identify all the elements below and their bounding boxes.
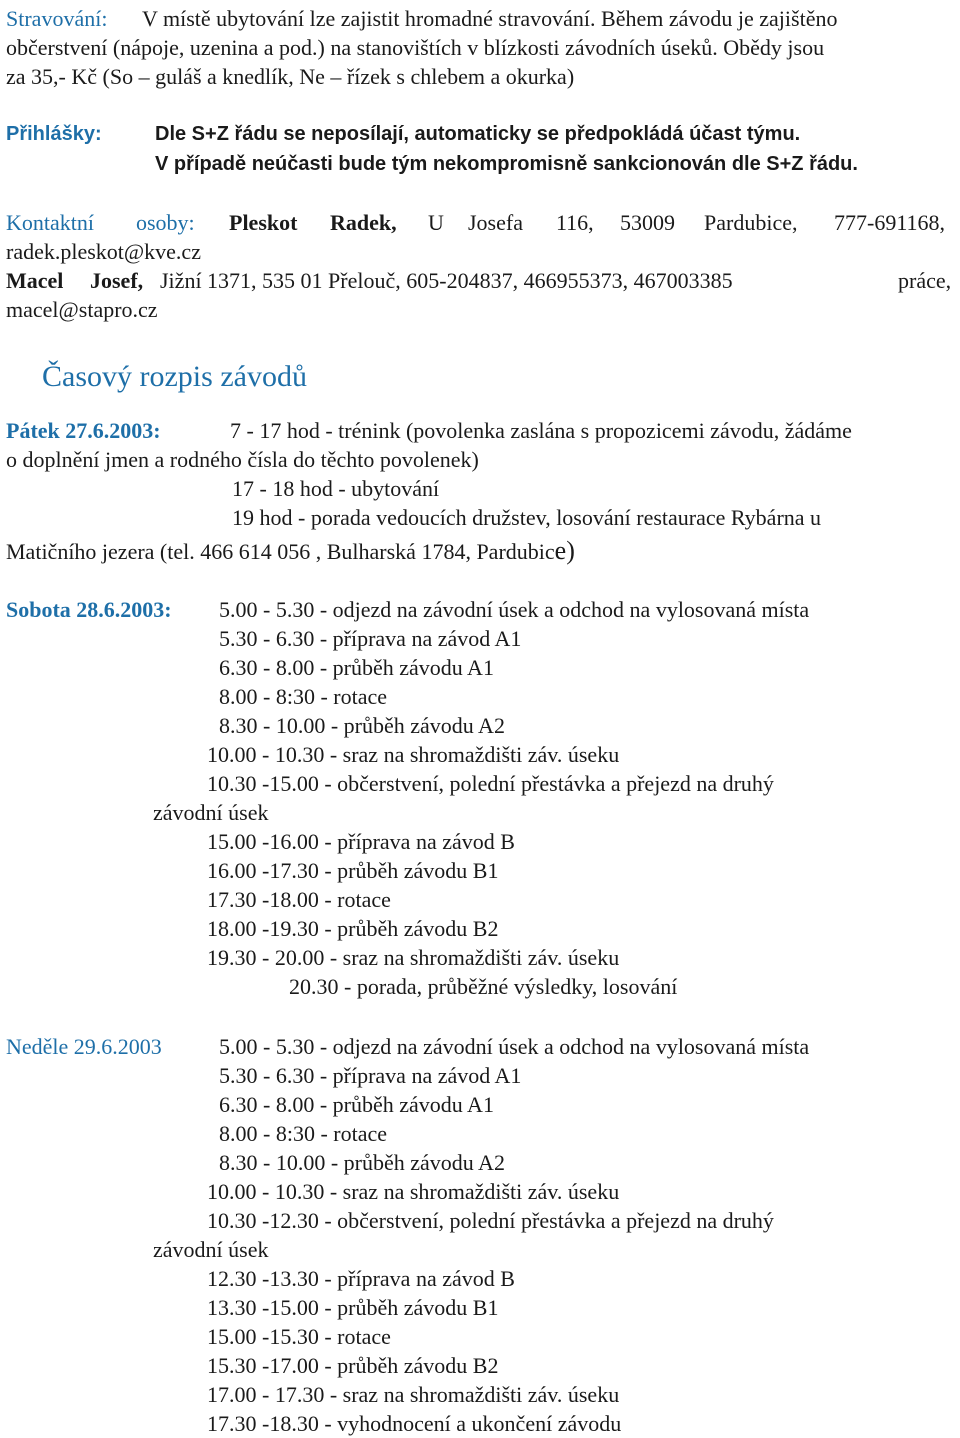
stravovani-label: Stravování:	[6, 6, 108, 31]
kontakt1-firstname: Radek,	[330, 210, 397, 235]
patek-line3: 17 - 18 hod - ubytování	[232, 476, 440, 501]
stravovani-text-line3: za 35,- Kč (So – guláš a knedlík, Ne – řízek s chlebem a okurka)	[6, 64, 575, 89]
nedele-schedule-row: 17.30 -18.30 - vyhodnocení a ukončení závodu	[207, 1411, 622, 1436]
sobota-schedule-row: 18.00 -19.30 - průběh závodu B2	[207, 916, 499, 941]
kontakt2-surname: Macel	[6, 268, 64, 293]
sobota-schedule-row: 16.00 -17.30 - průběh závodu B1	[207, 858, 499, 883]
nedele-schedule-row: 6.30 - 8.00 - průběh závodu A1	[219, 1092, 494, 1117]
kontakty-label-word1: Kontaktní	[6, 210, 94, 235]
kontakt1-address-word: 53009	[620, 210, 675, 235]
kontakt2-email[interactable]: macel@stapro.cz	[6, 297, 158, 322]
kontakt1-address-word: U	[428, 210, 444, 235]
stravovani-text-line2: občerstvení (nápoje, uzenina a pod.) na stanovištích v blízkosti závodních úseků. Obědy jsou	[6, 35, 825, 60]
prihlasky-label: Přihlášky:	[6, 123, 102, 145]
nedele-schedule-row: 8.00 - 8:30 - rotace	[219, 1121, 387, 1146]
patek-line5-text: Matičního jezera (tel. 466 614 056 , Bulharská 1784, Pardubic	[6, 539, 555, 564]
patek-line5	[6, 538, 575, 564]
prihlasky-text-line1: Dle S+Z řádu se neposílají, automaticky se předpokládá účast týmu.	[155, 123, 801, 145]
nedele-schedule-row: 15.30 -17.00 - průběh závodu B2	[207, 1353, 499, 1378]
kontakt1-address-word: 116,	[556, 210, 594, 235]
nedele-schedule-row: 5.00 - 5.30 - odjezd na závodní úsek a odchod na vylosovaná místa	[219, 1034, 810, 1059]
nedele-schedule-row: 17.00 - 17.30 - sraz na shromaždišti záv. úseku	[207, 1382, 620, 1407]
kontakt1-email[interactable]: radek.pleskot@kve.cz	[6, 239, 201, 264]
nedele-schedule-row: 10.00 - 10.30 - sraz na shromaždišti záv. úseku	[207, 1179, 620, 1204]
page-title: Časový rozpis závodů	[42, 360, 307, 393]
sobota-schedule-row: 8.00 - 8:30 - rotace	[219, 684, 387, 709]
kontakt2-firstname: Josef,	[90, 268, 144, 293]
kontakt1-address-word: Pardubice,	[704, 210, 798, 235]
patek-line4: 19 hod - porada vedoucích družstev, losování restaurace Rybárna u	[232, 505, 822, 530]
patek-line2: o doplnění jmen a rodného čísla do těchto povolenek)	[6, 447, 479, 472]
sobota-label: Sobota 28.6.2003:	[6, 597, 172, 622]
patek-line5-end: e)	[554, 536, 575, 565]
kontakt2-address: Jižní 1371, 535 01 Přelouč, 605-204837, 466955373, 467003385	[160, 268, 733, 293]
sobota-schedule-row: 6.30 - 8.00 - průběh závodu A1	[219, 655, 494, 680]
kontakt1-address-word: Josefa	[468, 210, 523, 235]
patek-line1: 7 - 17 hod - trénink (povolenka zaslána s propozicemi závodu, žádáme	[230, 418, 852, 443]
nedele-schedule-row: 15.00 -15.30 - rotace	[207, 1324, 391, 1349]
sobota-schedule-row: závodní úsek	[153, 800, 269, 825]
prihlasky-text-line2: V případě neúčasti bude tým nekompromisně sankcionován dle S+Z řádu.	[155, 153, 858, 175]
stravovani-text-line1: V místě ubytování lze zajistit hromadné stravování. Během závodu je zajištěno	[142, 6, 838, 31]
sobota-schedule-row: 10.30 -15.00 - občerstvení, polední přestávka a přejezd na druhý	[207, 771, 774, 796]
sobota-schedule-row: 19.30 - 20.00 - sraz na shromaždišti záv. úseku	[207, 945, 620, 970]
kontakty-label-word2: osoby:	[136, 210, 195, 235]
nedele-label: Neděle 29.6.2003	[6, 1034, 162, 1059]
kontakt2-work-label: práce,	[898, 268, 952, 293]
kontakt1-surname: Pleskot	[229, 210, 298, 235]
nedele-schedule-row: 12.30 -13.30 - příprava na závod B	[207, 1266, 515, 1291]
nedele-schedule-row: závodní úsek	[153, 1237, 269, 1262]
kontakt1-phone: 777-691168,	[834, 210, 946, 235]
nedele-schedule-row: 13.30 -15.00 - průběh závodu B1	[207, 1295, 499, 1320]
nedele-schedule-row: 8.30 - 10.00 - průběh závodu A2	[219, 1150, 505, 1175]
sobota-schedule-row: 17.30 -18.00 - rotace	[207, 887, 391, 912]
nedele-schedule-row: 5.30 - 6.30 - příprava na závod A1	[219, 1063, 522, 1088]
sobota-schedule-row: 10.00 - 10.30 - sraz na shromaždišti záv. úseku	[207, 742, 620, 767]
sobota-schedule-row: 8.30 - 10.00 - průběh závodu A2	[219, 713, 505, 738]
sobota-schedule-row: 5.30 - 6.30 - příprava na závod A1	[219, 626, 522, 651]
sobota-schedule-row: 20.30 - porada, průběžné výsledky, losování	[289, 974, 678, 999]
sobota-schedule-row: 15.00 -16.00 - příprava na závod B	[207, 829, 515, 854]
patek-label: Pátek 27.6.2003:	[6, 418, 161, 443]
sobota-schedule-row: 5.00 - 5.30 - odjezd na závodní úsek a odchod na vylosovaná místa	[219, 597, 810, 622]
nedele-schedule-row: 10.30 -12.30 - občerstvení, polední přestávka a přejezd na druhý	[207, 1208, 774, 1233]
